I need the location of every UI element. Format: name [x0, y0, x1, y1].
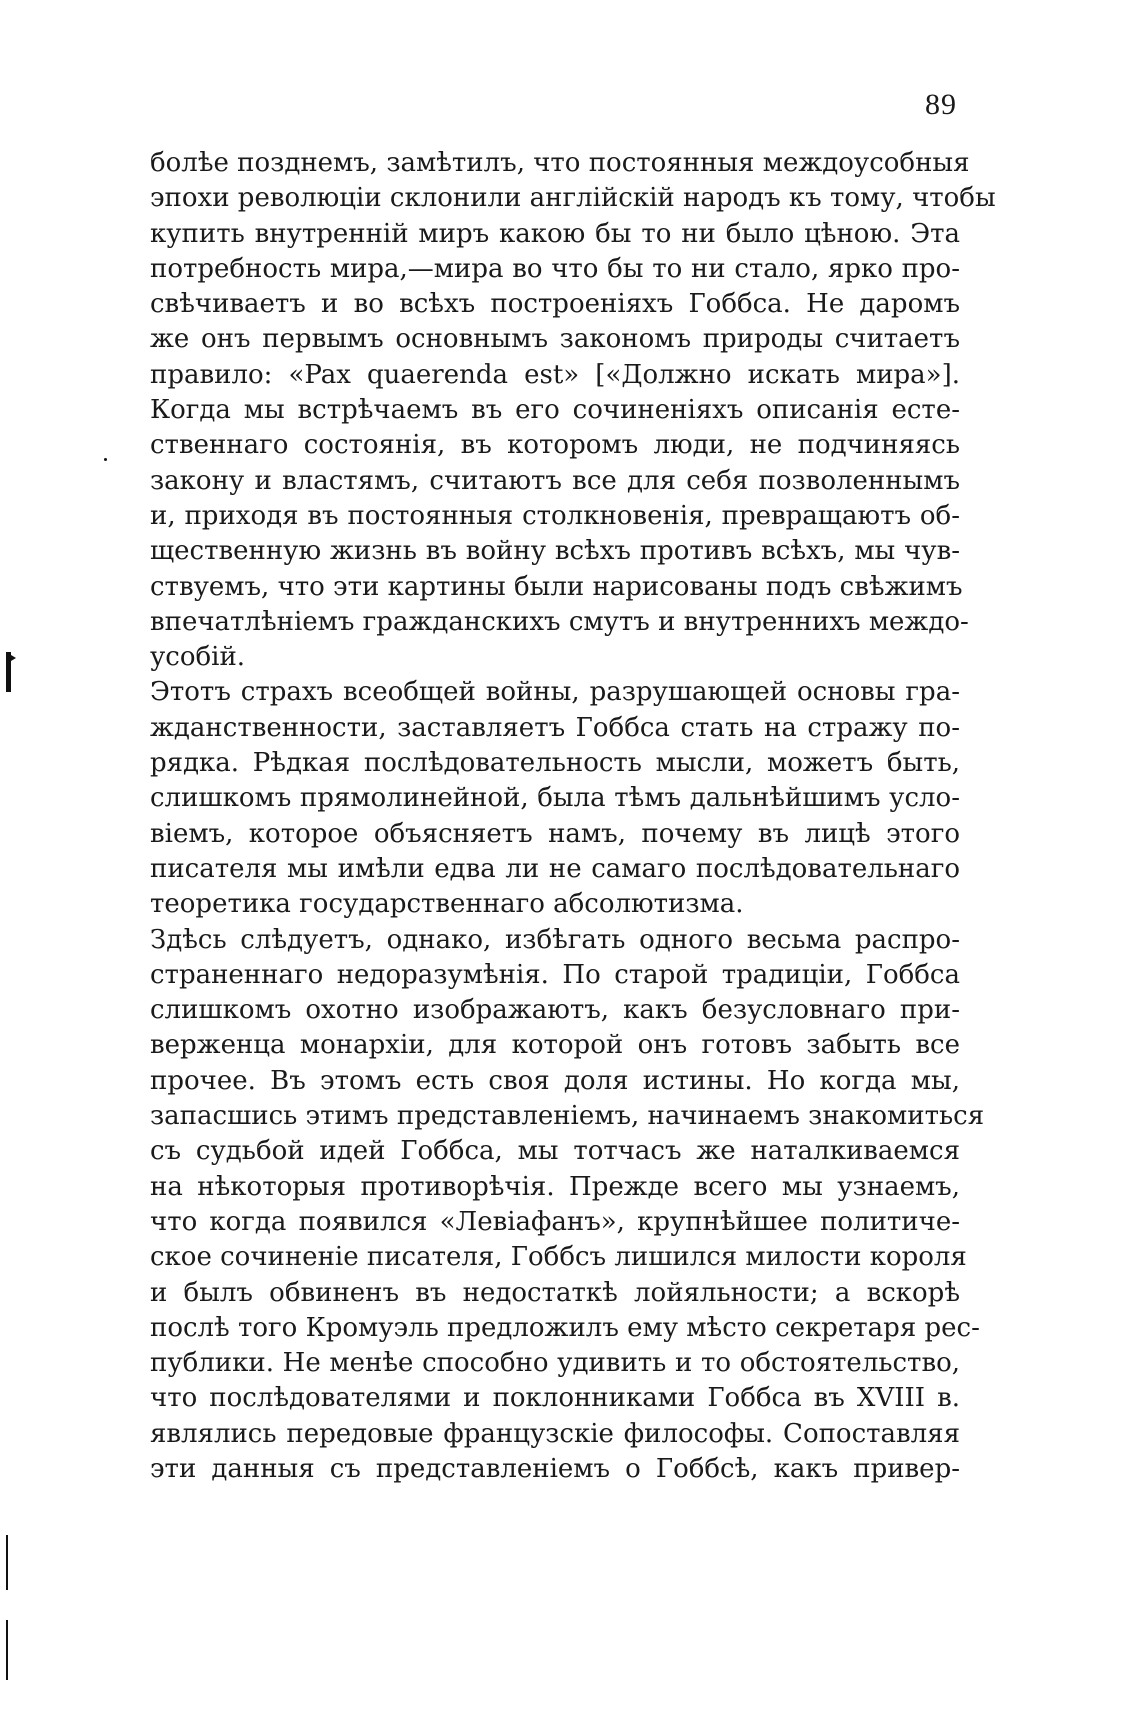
text-line: же онъ первымъ основнымъ закономъ природы считаетъ	[150, 324, 960, 355]
text-line: что когда появился «Левіафанъ», крупнѣйшее политиче-	[150, 1206, 960, 1237]
text-line: слишкомъ прямолинейной, была тѣмъ дальнѣйшимъ усло-	[150, 783, 960, 814]
text-line: эти данныя съ представленіемъ о Гоббсѣ, какъ привер-	[150, 1453, 960, 1484]
text-line: и, приходя въ постоянныя столкновенія, превращаютъ об-	[150, 500, 960, 531]
text-line: ственнаго состоянія, въ которомъ люди, не подчиняясь	[150, 430, 960, 461]
text-line: страненнаго недоразумѣнія. По старой традиціи, Гоббса	[150, 959, 960, 990]
text-line: теоретика государственнаго абсолютизма.	[150, 889, 744, 920]
text-line: Когда мы встрѣчаемъ въ его сочиненіяхъ описанія есте-	[150, 395, 960, 426]
text-line: ствуемъ, что эти картины были нарисованы подъ свѣжимъ	[150, 571, 963, 602]
text-line: болѣе позднемъ, замѣтилъ, что постоянныя междоусобныя	[150, 148, 970, 178]
body-text	[150, 146, 996, 1487]
text-line: и былъ обвиненъ въ недостаткѣ лойяльности; а вскорѣ	[150, 1277, 960, 1308]
text-line: потребность мира,—мира во что бы то ни стало, ярко про-	[150, 253, 960, 284]
text-line: являлись передовые французскіе философы. Сопоставляя	[150, 1418, 960, 1449]
text-line: послѣ того Кромуэль предложилъ ему мѣсто секретаря рес-	[150, 1312, 980, 1343]
text-line: правило: «Pax quaerenda est» [«Должно искать мира»].	[150, 359, 960, 390]
text-line: свѣчиваетъ и во всѣхъ построеніяхъ Гоббса. Не даромъ	[150, 289, 960, 320]
text-line: закону и властямъ, считаютъ все для себя позволеннымъ	[150, 465, 960, 496]
text-line: купить внутренній миръ какою бы то ни было цѣною. Эта	[150, 218, 960, 249]
text-line: ское сочиненіе писателя, Гоббсъ лишился милости короля	[150, 1242, 967, 1273]
text-line: Этотъ страхъ всеобщей войны, разрушающей основы гра-	[150, 677, 960, 708]
text-line: слишкомъ охотно изображаютъ, какъ безусловнаго при-	[150, 995, 960, 1026]
text-line: что послѣдователями и поклонниками Гоббса въ XVIII в.	[150, 1383, 960, 1414]
text-line: публики. Не менѣе способно удивить и то обстоятельство,	[150, 1348, 960, 1379]
page-number: 89	[925, 88, 957, 121]
text-line: рядка. Рѣдкая послѣдовательность мысли, можетъ быть,	[150, 748, 960, 779]
text-line: усобій.	[150, 642, 246, 673]
margin-mark	[6, 652, 11, 692]
text-line: щественную жизнь въ войну всѣхъ противъ всѣхъ, мы чув-	[150, 536, 960, 567]
margin-mark	[6, 1620, 8, 1680]
text-line: съ судьбой идей Гоббса, мы тотчасъ же наталкиваемся	[150, 1136, 960, 1167]
text-line: прочее. Въ этомъ есть своя доля истины. Но когда мы,	[150, 1065, 960, 1096]
text-line: віемъ, которое объясняетъ намъ, почему въ лицѣ этого	[150, 818, 960, 849]
text-line: на нѣкоторыя противорѣчія. Прежде всего мы узнаемъ,	[150, 1171, 960, 1202]
margin-mark	[6, 1535, 8, 1590]
text-line: запасшись этимъ представленіемъ, начинаемъ знакомиться	[150, 1101, 985, 1132]
margin-mark	[104, 458, 107, 461]
text-line: писателя мы имѣли едва ли не самаго послѣдовательнаго	[150, 853, 960, 884]
text-line: впечатлѣніемъ гражданскихъ смутъ и внутреннихъ междо-	[150, 606, 969, 637]
text-line: жданственности, заставляетъ Гоббса стать на стражу по-	[150, 712, 960, 743]
text-line: Здѣсь слѣдуетъ, однако, избѣгать одного весьма распро-	[150, 924, 960, 955]
text-line: верженца монархіи, для которой онъ готовъ забыть все	[150, 1030, 960, 1061]
text-line: эпохи революціи склонили англійскій народъ къ тому, чтобы	[150, 183, 996, 214]
